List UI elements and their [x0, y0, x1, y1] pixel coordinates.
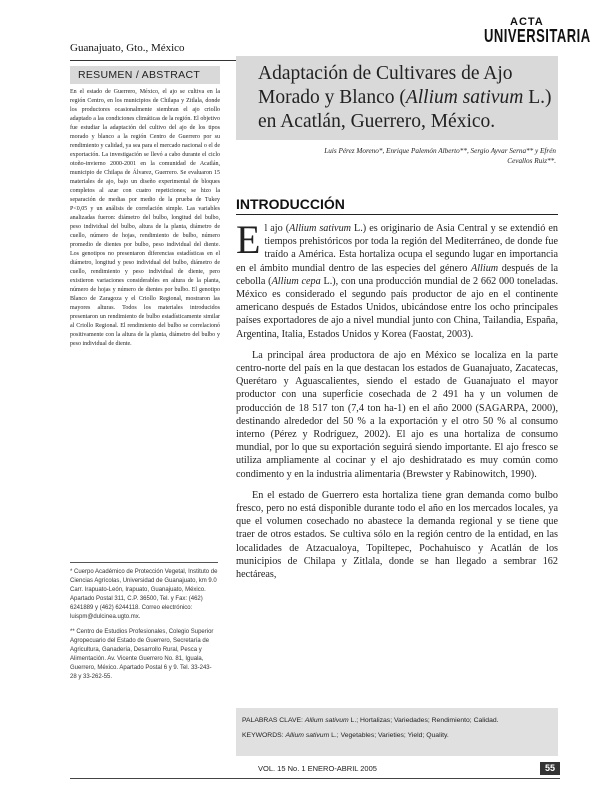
drop-cap: E [236, 217, 261, 262]
footnote-1: * Cuerpo Académico de Protección Vegetal, Instituto de Ciencias Agrícolas, Universidad de Guanajuato, km 9.0 Carr. Irapuato-León, Irapuato, Guanajuato, México. Apartado Postal 311, C.P. 36500, Tel. y Fax: (462) 6241889 y (462) 6244118. Correo electrónico: luispm@dulcinea.ugto.mx. [70, 569, 218, 620]
journal-logo [484, 16, 591, 48]
keywords-en: KEYWORDS: Allium sativum L.; Vegetables; Varieties; Yield; Quality. [242, 732, 449, 739]
paragraph-2: La principal área productora de ajo en México se localiza en la parte centro-norte del país en la que destacan los estados de Guanajuato, Zacatecas, Querétaro y Aguascalientes, siendo el estado de Guanajuato el mayor productor con una superficie cosechada de 2 491 ha y un volumen de producción de 18 517 ton (7,4 ton ha-1) en el año 2000 (SAGARPA, 2000), destinando alrededor del 50 % a la exportación y el otro 50 % al consumo interno (Pérez y Rodríguez, 2002). El ajo es una hortaliza de consumo mundial, por lo que su exportación seguirá siendo importante. El ajo fresco se utiliza ampliamente al cocinar y el ajo deshidratado es muy común como condimento y en la industria alimentaria (Brewster y Rabinowitch, 1990). [236, 349, 558, 480]
footnote-rule [70, 562, 218, 563]
footer-rule [70, 778, 560, 779]
paragraph-3: En el estado de Guerrero esta hortaliza tiene gran demanda como bulbo fresco, pero no está disponible durante todo el año en los mercados locales, ya que el volumen cosechado no abastece la demanda regional y se tiene que traer de otros estados. Se cultiva sólo en la región centro de la entidad, en las localidades de Atzacualoya, Topiltepec, Pochahuisco y Acatlán de los municipios de Chilapa y Zitlala, donde se han llegado a sembrar 162 hectáreas, [236, 489, 558, 581]
keywords-es: PALABRAS CLAVE: Allium sativum L.; Hortalizas; Variedades; Rendimiento; Calidad. [242, 717, 499, 724]
logo-line-2: UNIVERSITARIA [484, 25, 591, 46]
article-title: Adaptación de Cultivares de Ajo Morado y Blanco (Allium sativum L.) en Acatlán, Guerrero, México. [258, 63, 552, 132]
volume-info: VOL. 15 No. 1 ENERO-ABRIL 2005 [258, 764, 377, 773]
paragraph-1: El ajo (Allium sativum L.) es originario de Asia Central y se extendió en tiempos prehistóricos por toda la región del Mediterráneo, de donde fue traído a América. Esta hortaliza ocupa el segundo lugar en importancia en el ámbito mundial dentro de las especies del género Allium después de la cebolla (Allium cepa L.), con una producción mundial de 2 662 000 toneladas. México es considerado el segundo país productor de ajo en el continente americano después de Estados Unidos, ubicándose entre los ocho principales países exportadores de ajo a nivel mundial junto con China, Tailandia, España, Argentina, Italia, Estados Unidos y Korea (Faostat, 2003). [236, 217, 559, 340]
abstract-text: En el estado de Guerrero, México, el ajo se cultiva en la región Centro, en los municipios de Chilapa y Zitlala, donde los productores ocasionalmente siembran el ajo criollo adaptado a las condiciones climáticas de la región. El objetivo fue estudiar la adaptación del cultivo del ajo de los tipos morado y blanco a la región Centro de Guerrero por su rendimiento y calidad, ya sea para el mercado nacional o el de exportación. La investigación se llevó a cabo durante el ciclo otoño-invierno 2000-2001 en la comunidad de Acatlán, municipio de Chilapa de Álvarez, Guerrero. Se evaluaron 15 materiales de ajo, bajo un diseño experimental de bloques completos al azar con cuatro repeticiones; se hizo la separación de medias por medio de la prueba de Tukey P<0,05 y un análisis de correlación simple. Las variables analizadas fueron: diámetro del bulbo, longitud del bulbo, peso individual del bulbo, altura de la planta, diámetro de cuello, número de hojas, rendimiento de bulbo, número promedio de dientes por bulbo, peso individual del diente. Los genotipos no presentaron diferencias estadísticas en el diámetro, longitud y peso individual del bulbo, diámetro de cuello, rendimiento y peso individual de diente, pero existieron variaciones considerables en altura de la planta, número de hojas y número de dientes por bulbo. El genotipo Blanco de Zaragoza y el Criollo Regional, mostraron las mayores alturas. Todos los materiales introducidos presentaron un rendimiento de bulbo estadísticamente similar al Criollo Regional. El rendimiento del bulbo se correlacionó positivamente con la altura de la planta, diámetro del bulbo y peso individual de diente. [70, 89, 220, 347]
journal-location: Guanajuato, Gto., México [70, 42, 185, 54]
footnote-2: ** Centro de Estudios Profesionales, Colegio Superior Agropecuario del Estado de Guerrero, Secretaría de Agricultura, Ganadería, Desarrollo Rural, Pesca y Alimentación. Av. Vicente Guerrero No. 81, Iguala, Guerrero, México. Apartado Postal 6 y 9. Tel. 33-243-28 y 33-262-55. [70, 629, 214, 680]
section-heading: INTRODUCCIÓN [236, 196, 345, 212]
keywords-box [236, 708, 558, 756]
page-number: 55 [540, 762, 560, 775]
logo-line-1: ACTA [510, 16, 544, 28]
footnotes [70, 568, 218, 688]
article-body [236, 217, 559, 589]
abstract-label: RESUMEN / ABSTRACT [70, 66, 220, 84]
section-rule [236, 214, 558, 215]
article-authors: Luis Pérez Moreno*, Enrique Palemón Alberto**, Sergio Ayvar Serna** y Efrén Cevallos Ruiz**. [324, 147, 556, 165]
